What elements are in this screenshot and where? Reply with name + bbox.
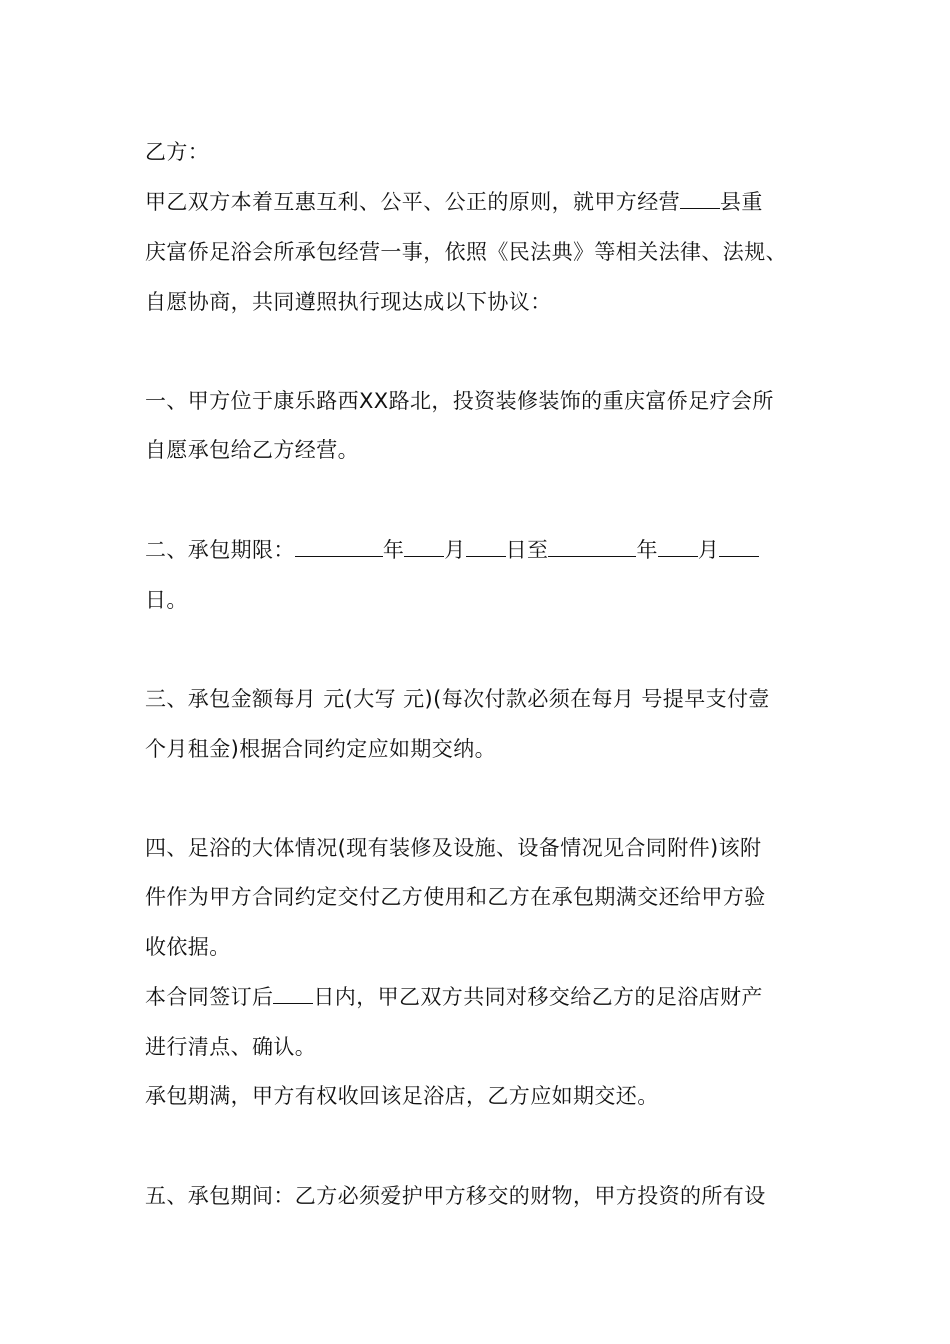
county-blank[interactable] bbox=[680, 190, 720, 209]
month-unit: 月 bbox=[697, 538, 720, 562]
clause-text: 收依据。 bbox=[145, 935, 231, 959]
clause-text: 承包期满，甲方有权收回该足浴店，乙方应如期交还。 bbox=[145, 1084, 659, 1108]
party-b-label: 乙方： bbox=[145, 140, 210, 164]
clause-3-line-1 bbox=[145, 684, 825, 714]
clause-text: 日。 bbox=[145, 588, 188, 612]
day-to-unit: 日至 bbox=[505, 538, 549, 562]
clause-4-line-4 bbox=[145, 982, 825, 1012]
clause-1-line-2 bbox=[145, 435, 825, 465]
clause-text: 三、承包金额每月 元(大写 元)(每次付款必须在每月 号提早支付壹 bbox=[145, 687, 770, 711]
preamble-text: 庆富侨足浴会所承包经营一事，依照《民法典》等相关法律、法规、 bbox=[145, 240, 787, 264]
clause-text: 进行清点、确认。 bbox=[145, 1035, 317, 1059]
clause-1-line-1 bbox=[145, 386, 825, 416]
clause-4-line-1 bbox=[145, 833, 825, 863]
year-unit: 年 bbox=[636, 538, 658, 562]
preamble-line-3 bbox=[145, 287, 825, 317]
preamble-text-end: 县重 bbox=[720, 190, 763, 214]
clause-4-line-6 bbox=[145, 1081, 825, 1111]
end-month-blank[interactable] bbox=[658, 538, 698, 557]
start-year-blank[interactable] bbox=[295, 538, 383, 557]
end-year-blank[interactable] bbox=[548, 538, 636, 557]
clause-text: 件作为甲方合同约定交付乙方使用和乙方在承包期满交还给甲方验 bbox=[145, 885, 766, 909]
clause-text: 个月租金)根据合同约定应如期交纳。 bbox=[145, 737, 496, 761]
clause-text: 一、甲方位于康乐路西XX路北，投资装修装饰的重庆富侨足疗会所 bbox=[145, 389, 774, 413]
month-unit: 月 bbox=[444, 538, 466, 562]
preamble-line-1 bbox=[145, 187, 825, 217]
clause-3-line-2 bbox=[145, 734, 825, 764]
clause-4-line-3 bbox=[145, 932, 825, 962]
clause-5-line-1 bbox=[145, 1181, 825, 1211]
preamble-line-2 bbox=[145, 237, 825, 267]
clause-text: 本合同签订后 bbox=[145, 985, 274, 1009]
clause-text-end: 日内，甲乙双方共同对移交给乙方的足浴店财产 bbox=[313, 985, 763, 1009]
party-b-line bbox=[145, 137, 825, 167]
year-unit: 年 bbox=[382, 538, 405, 562]
end-day-blank[interactable] bbox=[719, 538, 759, 557]
preamble-text: 自愿协商，共同遵照执行现达成以下协议： bbox=[145, 290, 552, 314]
clause-text: 五、承包期间：乙方必须爱护甲方移交的财物，甲方投资的所有设 bbox=[145, 1184, 766, 1208]
clause-4-line-2 bbox=[145, 882, 825, 912]
days-blank[interactable] bbox=[273, 985, 313, 1004]
clause-text: 四、足浴的大体情况(现有装修及设施、设备情况见合同附件)该附 bbox=[145, 836, 762, 860]
clause-4-line-5 bbox=[145, 1032, 825, 1062]
clause-text: 自愿承包给乙方经营。 bbox=[145, 438, 359, 462]
preamble-text: 甲乙双方本着互惠互利、公平、公正的原则，就甲方经营 bbox=[145, 190, 680, 214]
start-month-blank[interactable] bbox=[404, 538, 444, 557]
start-day-blank[interactable] bbox=[466, 538, 506, 557]
clause-2-line-1 bbox=[145, 535, 825, 565]
clause-2-line-2 bbox=[145, 585, 825, 615]
term-label: 二、承包期限： bbox=[145, 538, 295, 562]
